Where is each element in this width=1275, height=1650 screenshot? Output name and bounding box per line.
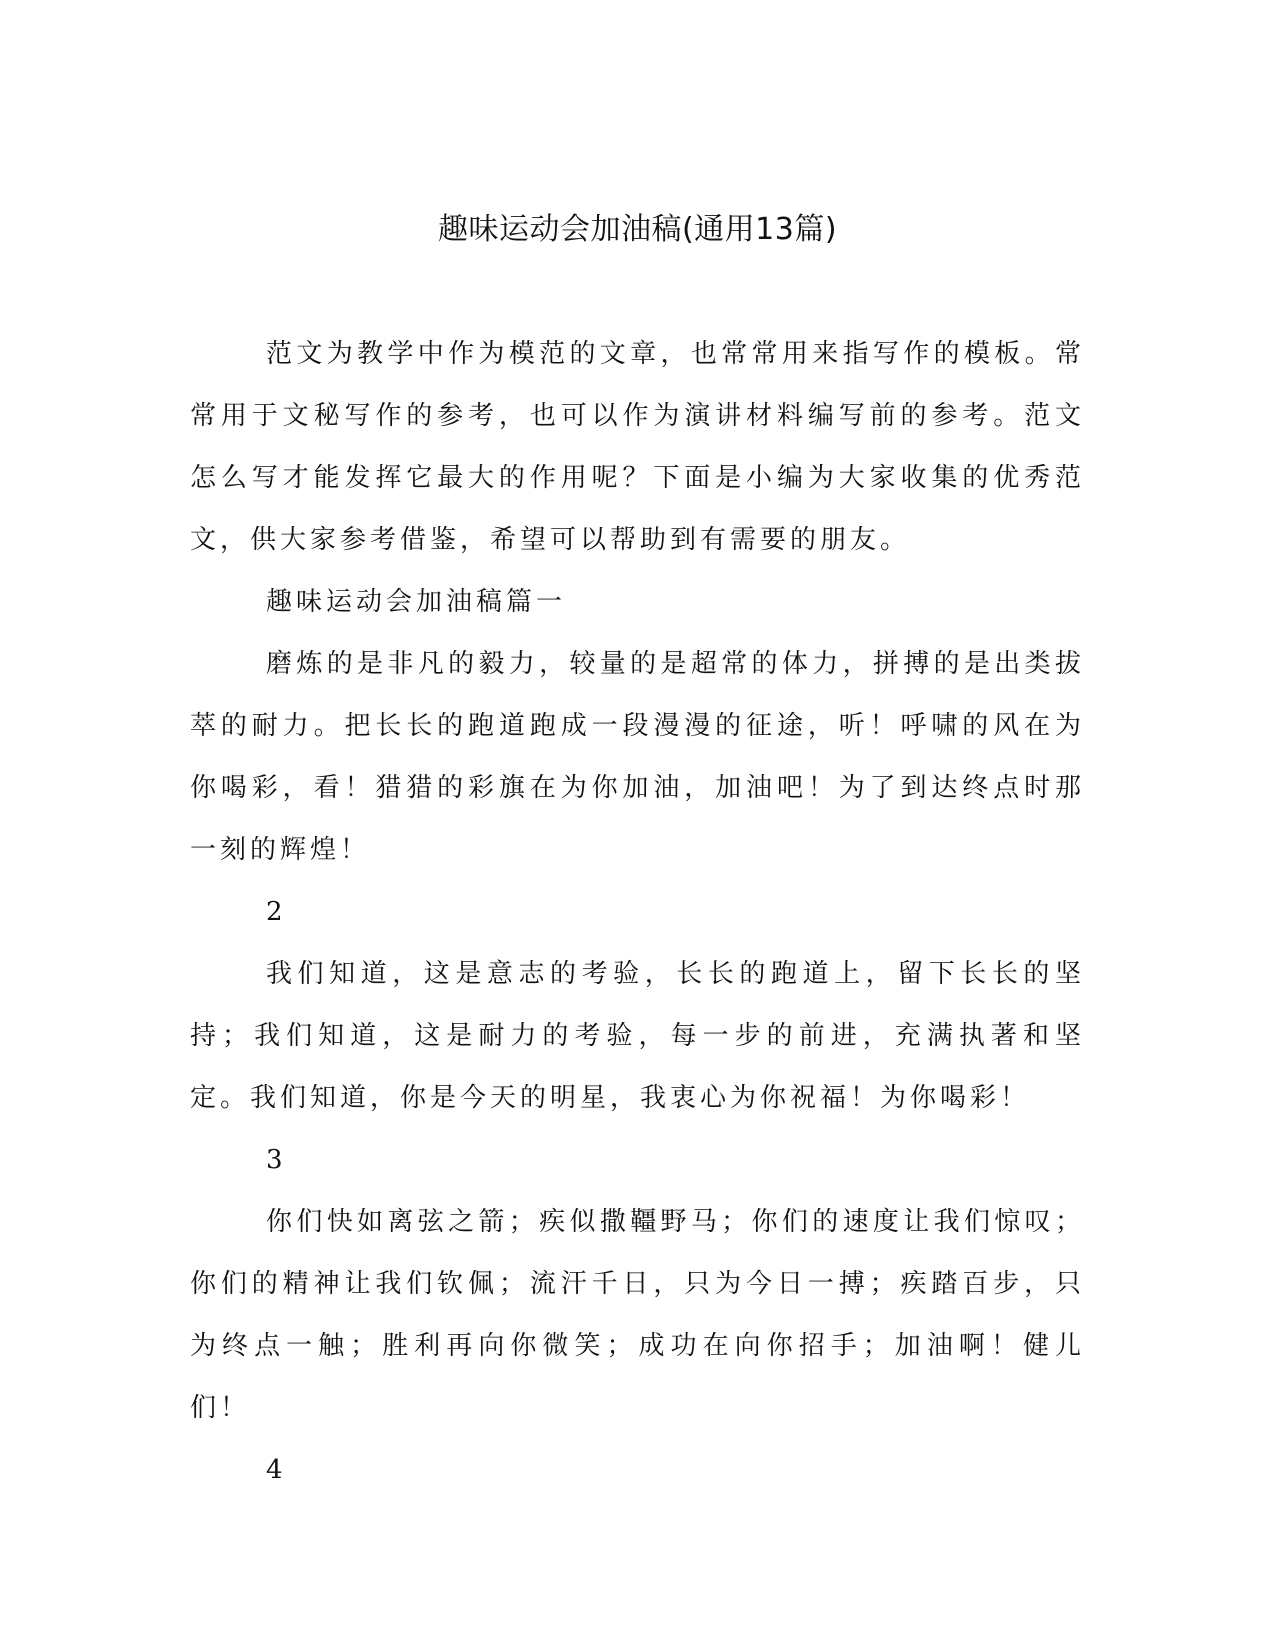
body-paragraph: 我们知道，这是意志的考验，长长的跑道上，留下长长的坚持；我们知道，这是耐力的考验，每一步的前进，充满执著和坚定。我们知道，你是今天的明星，我衷心为你祝福！为你喝彩！ [190, 959, 1085, 1113]
section-heading: 趣味运动会加油稿篇一 [266, 587, 567, 617]
document-body [190, 323, 1085, 1501]
section-number: 2 [266, 897, 283, 927]
intro-paragraph: 范文为教学中作为模范的文章，也常常用来指写作的模板。常常用于文秘写作的参考，也可以作为演讲材料编写前的参考。范文怎么写才能发挥它最大的作用呢？下面是小编为大家收集的优秀范文，供大家参考借鉴，希望可以帮助到有需要的朋友。 [190, 339, 1085, 555]
section-number: 3 [266, 1145, 283, 1175]
body-paragraph: 磨炼的是非凡的毅力，较量的是超常的体力，拼搏的是出类拔萃的耐力。把长长的跑道跑成一段漫漫的征途，听！呼啸的风在为你喝彩，看！猎猎的彩旗在为你加油，加油吧！为了到达终点时那一刻的辉煌！ [190, 649, 1085, 865]
section-number: 4 [266, 1455, 283, 1485]
body-paragraph: 你们快如离弦之箭；疾似撒韁野马；你们的速度让我们惊叹；你们的精神让我们钦佩；流汗千日，只为今日一搏；疾踏百步，只为终点一触；胜利再向你微笑；成功在向你招手；加油啊！健儿们！ [190, 1207, 1085, 1423]
document-title: 趣味运动会加油稿(通用13篇) [437, 212, 838, 247]
